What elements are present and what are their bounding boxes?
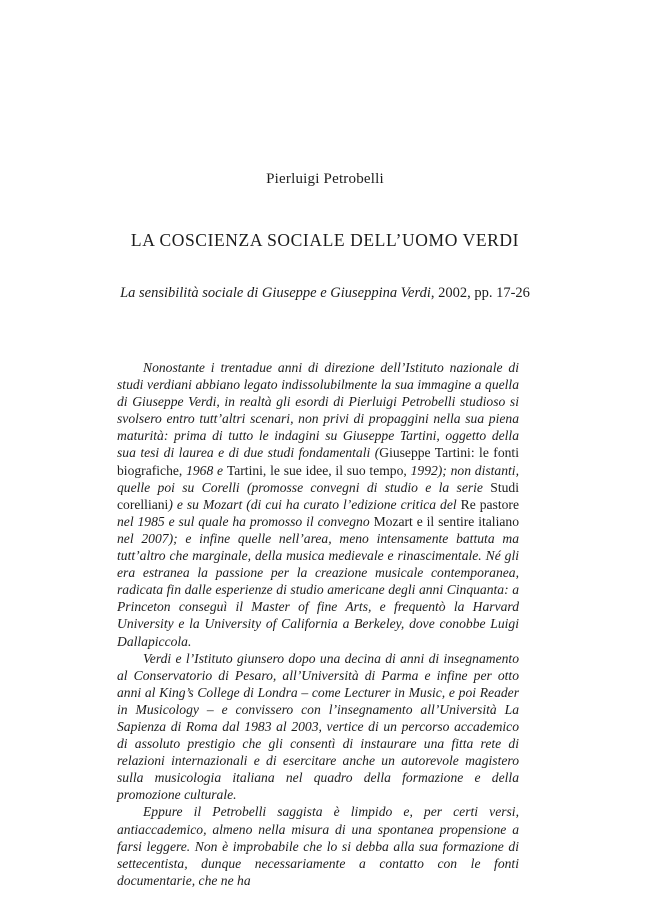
p1-part-4: Tartini, le sue idee, il suo tempo, (226, 462, 411, 478)
source-details: , 2002, pp. 17-26 (430, 285, 530, 301)
p1-part-7: ) e su Mozart (di cui ha curato l’edizione critica del (168, 496, 461, 512)
p1-part-8: Re pastore (460, 496, 519, 512)
body-text (117, 359, 519, 889)
p1-part-0: Nonostante i trentadue anni di direzione dell’Istituto nazionale di studi verdiani abbiano legato indissolubilmente la sua immagine a quella di Giuseppe Verdi, in realtà gli esordi di Pierluigi Petrobelli studioso si svolsero entro tutt’altri scenari, non privi di propaggini nella sua piena maturità: prima di tutto le indagini su Giuseppe Tartini, oggetto della sua tesi di laurea e di due studi fondamentali ( (117, 360, 519, 461)
paragraph-3: Eppure il Petrobelli saggista è limpido e, per certi versi, antiaccademico, almeno nella misura di una spontanea propensione a farsi leggere. Non è improbabile che lo si debba alla sua formazione di settecentista, dunque necessariamente a contatto con le fonti documentarie, che ne ha (117, 804, 519, 888)
paragraph-1 (117, 359, 519, 650)
p1-part-3: e (213, 462, 227, 478)
source-citation (0, 285, 650, 302)
p1-part-1: Giuseppe Tartini: le fonti biografiche, (117, 445, 519, 478)
p1-part-6: Studi corelliani (117, 479, 519, 512)
p1-part-5: 1992); non distanti, quelle poi su Corelli (promosse convegni di studio e la serie (117, 462, 519, 495)
author-name: Pierluigi Petrobelli (266, 171, 384, 187)
p1-part-9: nel 1985 e sul quale ha promosso il convegno (117, 513, 374, 529)
article-title: LA COSCIENZA SOCIALE DELL’UOMO VERDI (130, 230, 520, 250)
paragraph-2: Verdi e l’Istituto giunsero dopo una decina di anni di insegnamento al Conservatorio di Pesaro, all’Università di Parma e infine per otto anni al King’s College di Londra – come Lecturer in Music, e poi Reader in Musicology – e convissero con l’insegnamento all’Università La Sapienza di Roma dal 1983 al 2003, vertice di un percorso accademico di assoluto prestigio che gli consentì di instaurare una fitta rete di relazioni internazionali e di esercitare anche un autorevole magistero sulla musicologia italiana nel quadro della formazione e della promozione culturale. (117, 650, 519, 803)
p1-part-2: 1968 (186, 462, 214, 478)
source-title: La sensibilità sociale di Giuseppe e Giuseppina Verdi (120, 285, 431, 301)
p1-part-10: Mozart e il sentire italiano (373, 513, 519, 529)
p1-part-11: nel 2007); e infine quelle nell’area, meno intensamente battuta ma tutt’altro che marginale, della musica medievale e rinascimentale. Né gli era estranea la passione per la creazione musicale contemporanea, radicata fin dalle esperienze di studio americane degli anni Cinquanta: a Princeton conseguì il Master of fine Arts, e frequentò la Harvard University e la University of California a Berkeley, dove conobbe Luigi Dallapiccola. (117, 530, 519, 649)
